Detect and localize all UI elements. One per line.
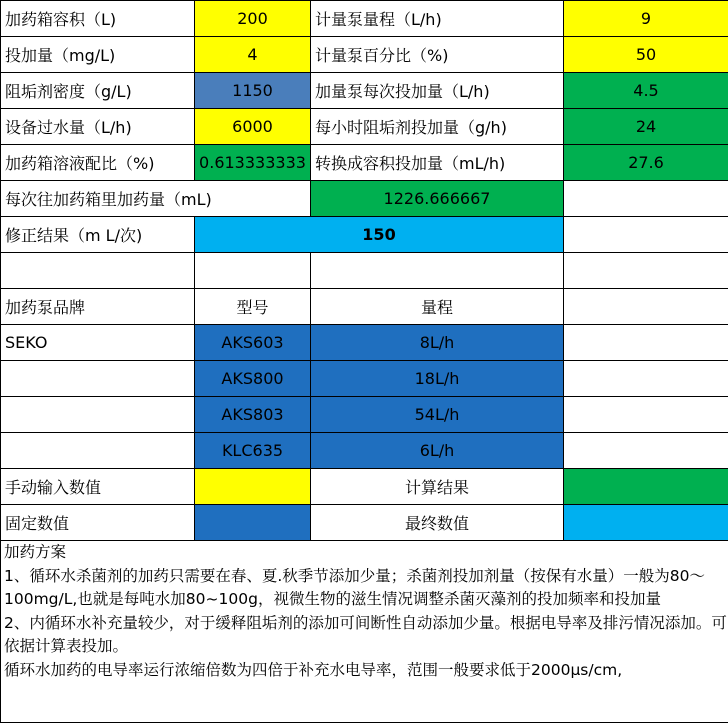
empty-cell[interactable]: [1, 433, 195, 469]
pump-model-header[interactable]: 型号: [195, 289, 311, 325]
solution-ratio-value[interactable]: 0.613333333: [195, 145, 311, 181]
notes-paragraph-1: 1、循环水杀菌剂的加药只需要在春、夏.秋季节添加少量；杀菌剂投加剂量（按保有水量）一般为80～100mg/L,也就是每吨水加80~100g，视微生物的滋生情况调整杀菌灭藻剂的投加频率和投加量: [4, 566, 706, 608]
density-value[interactable]: 1150: [195, 73, 311, 109]
solution-ratio-label[interactable]: 加药箱溶液配比（%): [1, 145, 195, 181]
legend-calc-swatch[interactable]: [564, 469, 728, 505]
dosage-value[interactable]: 4: [195, 37, 311, 73]
corrected-result-value[interactable]: 150: [195, 217, 564, 253]
water-flow-value[interactable]: 6000: [195, 109, 311, 145]
empty-cell[interactable]: [1, 397, 195, 433]
legend-calc-label[interactable]: 计算结果: [311, 469, 564, 505]
pump-each-dose-label[interactable]: 加量泵每次投加量（L/h): [311, 73, 564, 109]
pump-model-cell[interactable]: AKS800: [195, 361, 311, 397]
pump-range-cell[interactable]: 6L/h: [311, 433, 564, 469]
refill-amount-label[interactable]: 每次往加药箱里加药量（mL): [1, 181, 311, 217]
legend-final-label[interactable]: 最终数值: [311, 505, 564, 541]
pump-range-cell[interactable]: 8L/h: [311, 325, 564, 361]
legend-final-swatch[interactable]: [564, 505, 728, 541]
empty-cell[interactable]: [195, 253, 311, 289]
volume-dose-label[interactable]: 转换成容积投加量（mL/h): [311, 145, 564, 181]
empty-cell[interactable]: [564, 253, 728, 289]
empty-cell[interactable]: [564, 289, 728, 325]
pump-brand-value[interactable]: SEKO: [1, 325, 195, 361]
legend-manual-label[interactable]: 手动输入数值: [1, 469, 195, 505]
pump-model-cell[interactable]: KLC635: [195, 433, 311, 469]
empty-cell[interactable]: [564, 361, 728, 397]
empty-cell[interactable]: [564, 433, 728, 469]
notes-paragraph-3: 循环水加药的电导率运行浓缩倍数为四倍于补充水电导率，范围一般要求低于2000μs/cm,: [4, 660, 623, 679]
pump-range-value[interactable]: 9: [564, 1, 728, 37]
refill-amount-value[interactable]: 1226.666667: [311, 181, 564, 217]
pump-model-cell[interactable]: AKS603: [195, 325, 311, 361]
empty-cell[interactable]: [1, 361, 195, 397]
dosing-plan-notes[interactable]: [0, 540, 728, 723]
pump-brand-header[interactable]: 加药泵品牌: [1, 289, 195, 325]
pump-range-label[interactable]: 计量泵量程（L/h): [311, 1, 564, 37]
hourly-dose-label[interactable]: 每小时阻垢剂投加量（g/h): [311, 109, 564, 145]
dosage-label[interactable]: 投加量（mg/L): [1, 37, 195, 73]
tank-volume-label[interactable]: 加药箱容积（L): [1, 1, 195, 37]
empty-cell[interactable]: [1, 253, 195, 289]
empty-cell[interactable]: [564, 181, 728, 217]
legend-manual-swatch[interactable]: [195, 469, 311, 505]
pump-each-dose-value[interactable]: 4.5: [564, 73, 728, 109]
pump-percent-label[interactable]: 计量泵百分比（%): [311, 37, 564, 73]
water-flow-label[interactable]: 设备过水量（L/h): [1, 109, 195, 145]
tank-volume-value[interactable]: 200: [195, 1, 311, 37]
empty-cell[interactable]: [311, 253, 564, 289]
notes-paragraph-2: 2、内循环水补充量较少，对于缓释阻垢剂的添加可间断性自动添加少量。根据电导率及排污情况添加。可依据计算表投加。: [4, 613, 727, 655]
hourly-dose-value[interactable]: 24: [564, 109, 728, 145]
volume-dose-value[interactable]: 27.6: [564, 145, 728, 181]
empty-cell[interactable]: [564, 325, 728, 361]
pump-range-header[interactable]: 量程: [311, 289, 564, 325]
notes-title: 加药方案: [4, 543, 67, 561]
pump-range-cell[interactable]: 18L/h: [311, 361, 564, 397]
pump-percent-value[interactable]: 50: [564, 37, 728, 73]
legend-fixed-label[interactable]: 固定数值: [1, 505, 195, 541]
empty-cell[interactable]: [564, 217, 728, 253]
density-label[interactable]: 阻垢剂密度（g/L): [1, 73, 195, 109]
pump-model-cell[interactable]: AKS803: [195, 397, 311, 433]
pump-range-cell[interactable]: 54L/h: [311, 397, 564, 433]
corrected-result-label[interactable]: 修正结果（m L/次): [1, 217, 195, 253]
legend-fixed-swatch[interactable]: [195, 505, 311, 541]
empty-cell[interactable]: [564, 397, 728, 433]
